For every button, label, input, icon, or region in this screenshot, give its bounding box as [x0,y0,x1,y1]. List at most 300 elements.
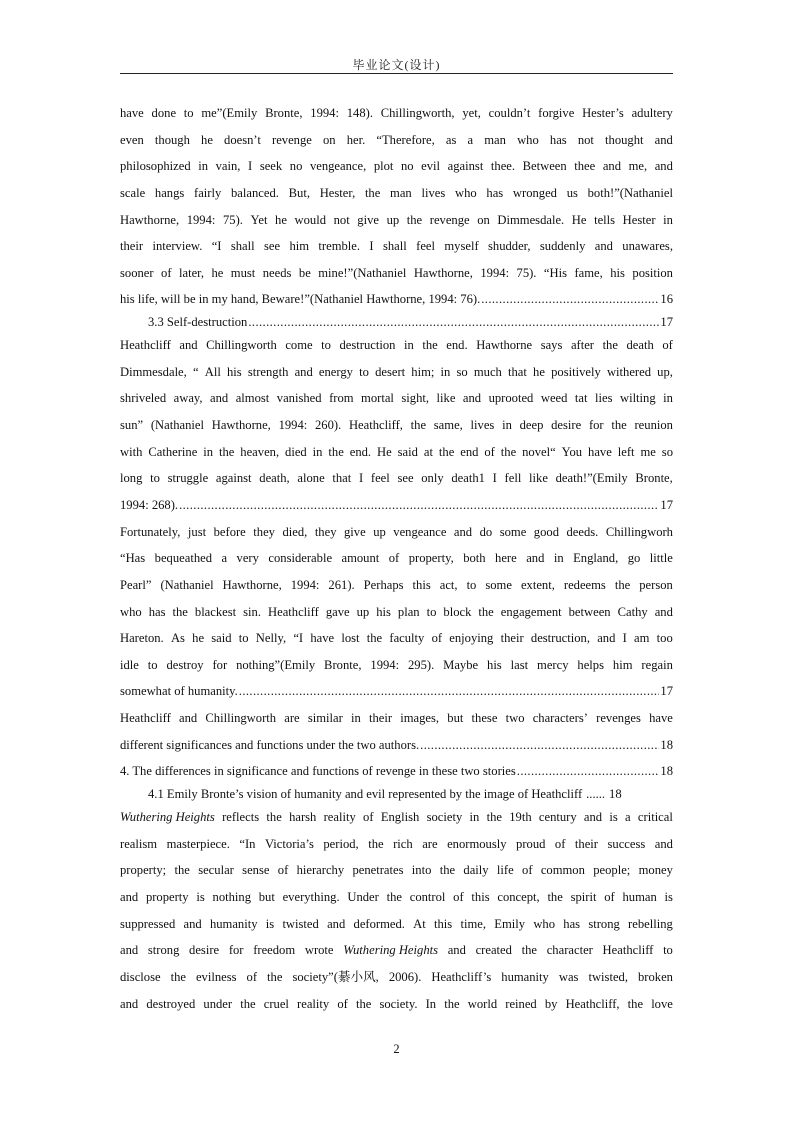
word: by [544,996,558,1011]
word: 261). [328,577,355,592]
word: he [211,265,224,280]
word: uprooted [488,391,534,406]
word: their [574,836,599,851]
word: tremble. [318,239,361,254]
word: him [612,657,633,672]
word: death1 [451,471,485,486]
word: against [447,159,484,174]
word: Bronte, [265,106,303,120]
word: on [477,212,490,227]
text-line [120,964,673,991]
word: the [366,631,383,646]
word: destruction, [530,631,590,646]
word: 1994: [186,212,216,227]
word: and [602,159,621,174]
word: thee. [490,159,516,174]
word: up [356,604,370,619]
word: gave [325,604,350,619]
word: he [275,212,287,227]
toc-entry[interactable] [120,313,673,332]
word: end. [349,444,372,459]
word: revenges [596,711,641,726]
word: the [267,969,283,984]
word: Hawthorne, [222,577,282,592]
word: good [533,524,559,539]
word: evil [421,159,441,174]
word: so [456,364,468,379]
word: myself [444,239,479,254]
word: sin. [243,604,262,619]
toc-entry[interactable] [120,492,673,519]
word: Heathcliff’s [431,969,492,984]
toc-entry-text: his life, will be in my hand, Beware!”(Nathaniel Hawthorne, 1994: 76). [120,292,481,307]
word: here [495,551,517,566]
word: in [404,338,414,353]
word: this [471,889,490,904]
word: people; [593,863,631,878]
word: and [654,132,673,147]
word: these [471,711,498,726]
word: death!”(Emily [555,471,628,486]
word: the [386,889,402,904]
word: novel“ [522,444,556,459]
word: would [294,212,327,227]
word: Heathcliff [268,604,319,619]
word: society [426,810,463,825]
word: regain [641,657,673,672]
word: society. [379,996,418,1011]
word: to [663,943,673,958]
word: last [510,657,529,672]
word: Heathcliff [602,943,654,958]
word: wronged [512,185,557,200]
word: Emily [494,916,526,931]
text-line [120,233,673,260]
word: masterpiece. [166,836,230,851]
word: of [662,338,673,353]
word: 75). [222,212,243,227]
word: person [639,577,673,592]
word: vain, [215,159,241,174]
toc-entry[interactable] [120,678,673,705]
word: has [148,604,166,619]
word: death, [259,471,290,486]
word: on [323,132,336,147]
word: desert [375,364,406,379]
word: penetrates [352,863,404,878]
word: reality [297,996,330,1011]
word: just [187,524,207,539]
word: and [294,364,313,379]
text-line [120,519,673,546]
toc-entry-text: 4.1 Emily Bronte’s vision of humanity and evil represented by the image of Heathcliff [148,787,583,802]
toc-leader-dots [248,313,659,332]
toc-entry[interactable] [120,286,673,313]
word: same, [433,418,463,433]
word: the [355,996,372,1011]
word: nothing”(Emily [236,657,316,672]
toc-page-number: 16 [660,292,673,307]
word: is [265,916,275,931]
word: property, [408,551,454,566]
word: Victoria’s [264,836,314,851]
word: are [284,711,300,726]
word: left [617,444,635,459]
word: long [120,471,143,486]
text-line [120,127,673,154]
word: Heathcliff [120,338,171,353]
toc-entry[interactable] [120,732,673,759]
word: Between [522,159,567,174]
word: sight, [401,391,430,406]
word: similar [307,711,343,726]
word: but [258,889,275,904]
word: images, [400,711,440,726]
word: Hawthorne [476,338,533,353]
word: revenge [429,212,470,227]
toc-entry-text: 1994: 268). [120,497,179,512]
word: Hester’s [582,106,624,120]
word: the [611,418,627,433]
word: concept, [497,889,540,904]
word: even [120,132,144,147]
word: created [475,943,512,958]
word: “I [211,239,222,254]
word: the [406,212,423,227]
word: characters’ [532,711,588,726]
toc-leader-dots: ...... [586,787,606,802]
word: I [369,239,374,254]
toc-entry[interactable] [120,758,673,785]
word: engagement [500,604,562,619]
word: against [215,471,252,486]
toc-entry-text: 4. The differences in significance and functions of revenge in these two stories [120,764,516,779]
text-segment [120,804,215,831]
word: the [444,996,460,1011]
word: died [285,444,307,459]
page-number: 2 [393,1042,400,1056]
word: the [174,863,190,878]
word: strong [588,916,620,931]
word: English [380,810,420,825]
word: the [172,604,188,619]
word: evilness [195,969,237,984]
word: secular [198,863,234,878]
text-segment [343,937,438,964]
word: plan [397,604,420,619]
word: harsh [289,810,317,825]
word: sun” [120,418,144,433]
word: 1994: [310,106,339,120]
word: broken [637,969,673,984]
text-line [120,884,673,911]
word: so [661,444,673,459]
word: have [120,106,144,120]
word: and [654,159,673,174]
word: thought [605,132,644,147]
word: scale [120,185,146,200]
word: the [410,418,427,433]
word: Hawthorne, [211,418,271,433]
word: to [466,577,477,592]
word: in [553,551,564,566]
word: of [484,444,495,459]
word: up [373,524,386,539]
word: suddenly [539,239,586,254]
text-line [120,625,673,652]
word: has [486,185,504,200]
word: have [649,711,673,726]
word: much [473,364,502,379]
word: away, [173,391,203,406]
word: 1994: [278,418,308,433]
word: under [203,996,233,1011]
word: lost [341,631,360,646]
word: vengeance, [309,159,367,174]
word: the [602,338,618,353]
word: period, [323,836,359,851]
word: needs [262,265,292,280]
word: and [179,711,198,726]
word: mortal [361,391,394,406]
word: tat [574,391,588,406]
word: and [183,916,202,931]
word: weed [540,391,568,406]
word: the [547,889,563,904]
word: the [368,836,384,851]
word: Pearl” [120,577,152,592]
toc-leader-dots [481,286,659,313]
word: into [411,863,432,878]
word: tells [594,212,616,227]
word: have [310,631,335,646]
word: shall [382,239,407,254]
word: some [485,577,512,592]
word: doesn’t [224,132,261,147]
word: the [614,577,631,592]
word: the [521,943,538,958]
word: this [412,577,431,592]
word: between [568,604,611,619]
word: Bronte, [324,657,362,672]
word: says [540,338,563,353]
word: died, [282,524,308,539]
word: Hester [622,212,656,227]
text-line [120,439,673,466]
word: who [533,916,556,931]
word: and [654,604,673,619]
word: Chillingworth [205,711,277,726]
word: in [440,364,451,379]
word: 75). [516,265,537,280]
word: her. [346,132,366,147]
word: At [413,916,426,931]
word: some [499,524,527,539]
toc-page-number: 17 [660,497,673,512]
word: deformed. [353,916,405,931]
body-text [120,100,673,1017]
toc-leader-dots [420,732,659,759]
text-line [120,385,673,412]
word: their [120,239,144,254]
word: Catherine [148,444,198,459]
word: of [453,889,464,904]
word: and [120,996,139,1011]
word: Under [347,889,379,904]
word: blackest [194,604,237,619]
word: humanity [501,969,549,984]
word: strong [147,943,180,958]
word: and [462,391,482,406]
word: Heathcliff, [348,418,403,433]
word: is [196,889,205,904]
word: and [179,338,198,353]
text-line [120,599,673,626]
word: destruction [339,338,396,353]
page-header: 毕业论文(设计) [352,58,441,72]
word: life [496,863,514,878]
word: in [203,444,214,459]
word: but [447,711,464,726]
word: 260). [314,418,342,433]
word: the [627,996,644,1011]
word: the [486,810,502,825]
word: go [627,551,641,566]
word: Hareton. [120,631,164,646]
word: yet, [462,106,481,120]
word: couldn’t [488,106,531,120]
word: “Has [120,551,146,566]
word: for [228,943,244,958]
word: be [298,265,311,280]
word: lies [594,391,613,406]
word: faculty [389,631,425,646]
toc-leader-dots [239,678,660,705]
word: and [210,391,229,406]
word: of [337,996,348,1011]
word: do [479,524,493,539]
word: both [463,551,486,566]
word: fairly [194,185,222,200]
word: in [198,159,209,174]
word: thee [574,159,596,174]
word: little [649,551,673,566]
word: they [314,524,337,539]
word: with [120,444,143,459]
word: both!”(Nathaniel [587,185,673,200]
word: property; [120,863,167,878]
word: (Nathaniel [160,577,214,592]
word: the [240,996,256,1011]
word: extent, [520,577,555,592]
word: bequeathed [154,551,212,566]
word: him; [411,364,435,379]
word: world [467,996,498,1011]
word: like [529,471,548,486]
word: nothing [212,889,251,904]
word: seek [259,159,283,174]
word: I [492,471,497,486]
word: of [363,810,374,825]
word: deeds. [566,524,599,539]
word: century [538,810,577,825]
word: end. [446,338,468,353]
toc-page-number: 17 [660,315,673,330]
word: spirit [570,889,597,904]
text-line [120,572,673,599]
word: Nelly, [255,631,287,646]
word: vanished [276,391,322,406]
word: and [120,889,139,904]
word: am [634,631,650,646]
word: alone [297,471,325,486]
toc-entry[interactable] [120,785,673,804]
word: interview. [152,239,203,254]
word: was [558,969,579,984]
word: success [607,836,646,851]
word: mercy [537,657,569,672]
word: “In [239,836,256,851]
word: proud [516,836,546,851]
word: the [422,338,438,353]
word: see [397,471,414,486]
word: like [436,391,456,406]
text-line [120,359,673,386]
word: fame, [574,265,603,280]
word: “Therefore, [376,132,435,147]
word: positively [551,364,601,379]
word: him [289,239,310,254]
word: and [120,943,139,958]
word: death [626,338,654,353]
word: later, [178,265,204,280]
word: of [161,265,172,280]
word: in [312,444,323,459]
text-line [120,465,673,492]
word: come [285,338,313,353]
word: very [236,551,259,566]
word: must [230,265,256,280]
word: as [445,132,457,147]
word: in [663,212,673,227]
word: “His [543,265,567,280]
word: give [344,524,366,539]
word: rich [393,836,413,851]
word: Maybe [443,657,479,672]
text-line [120,332,673,359]
word: humanity [209,916,258,931]
word: of [554,836,566,851]
word: idle [120,657,139,672]
word: society”(綦小风, [292,969,379,984]
word: everything. [282,889,340,904]
word: I [358,471,364,486]
word: for [212,657,228,672]
word: the [266,810,282,825]
word: Chillingworth, [380,106,455,120]
toc-entry-text: 3.3 Self-destruction [148,315,248,330]
text-line [120,831,673,858]
word: are [422,836,438,851]
word: he [192,631,205,646]
word: Chillingworh [605,524,673,539]
text-line [120,705,673,732]
word: reined [505,996,537,1011]
word: for [588,418,604,433]
word: twisted, [588,969,628,984]
word: his [376,604,391,619]
word: after [570,338,595,353]
